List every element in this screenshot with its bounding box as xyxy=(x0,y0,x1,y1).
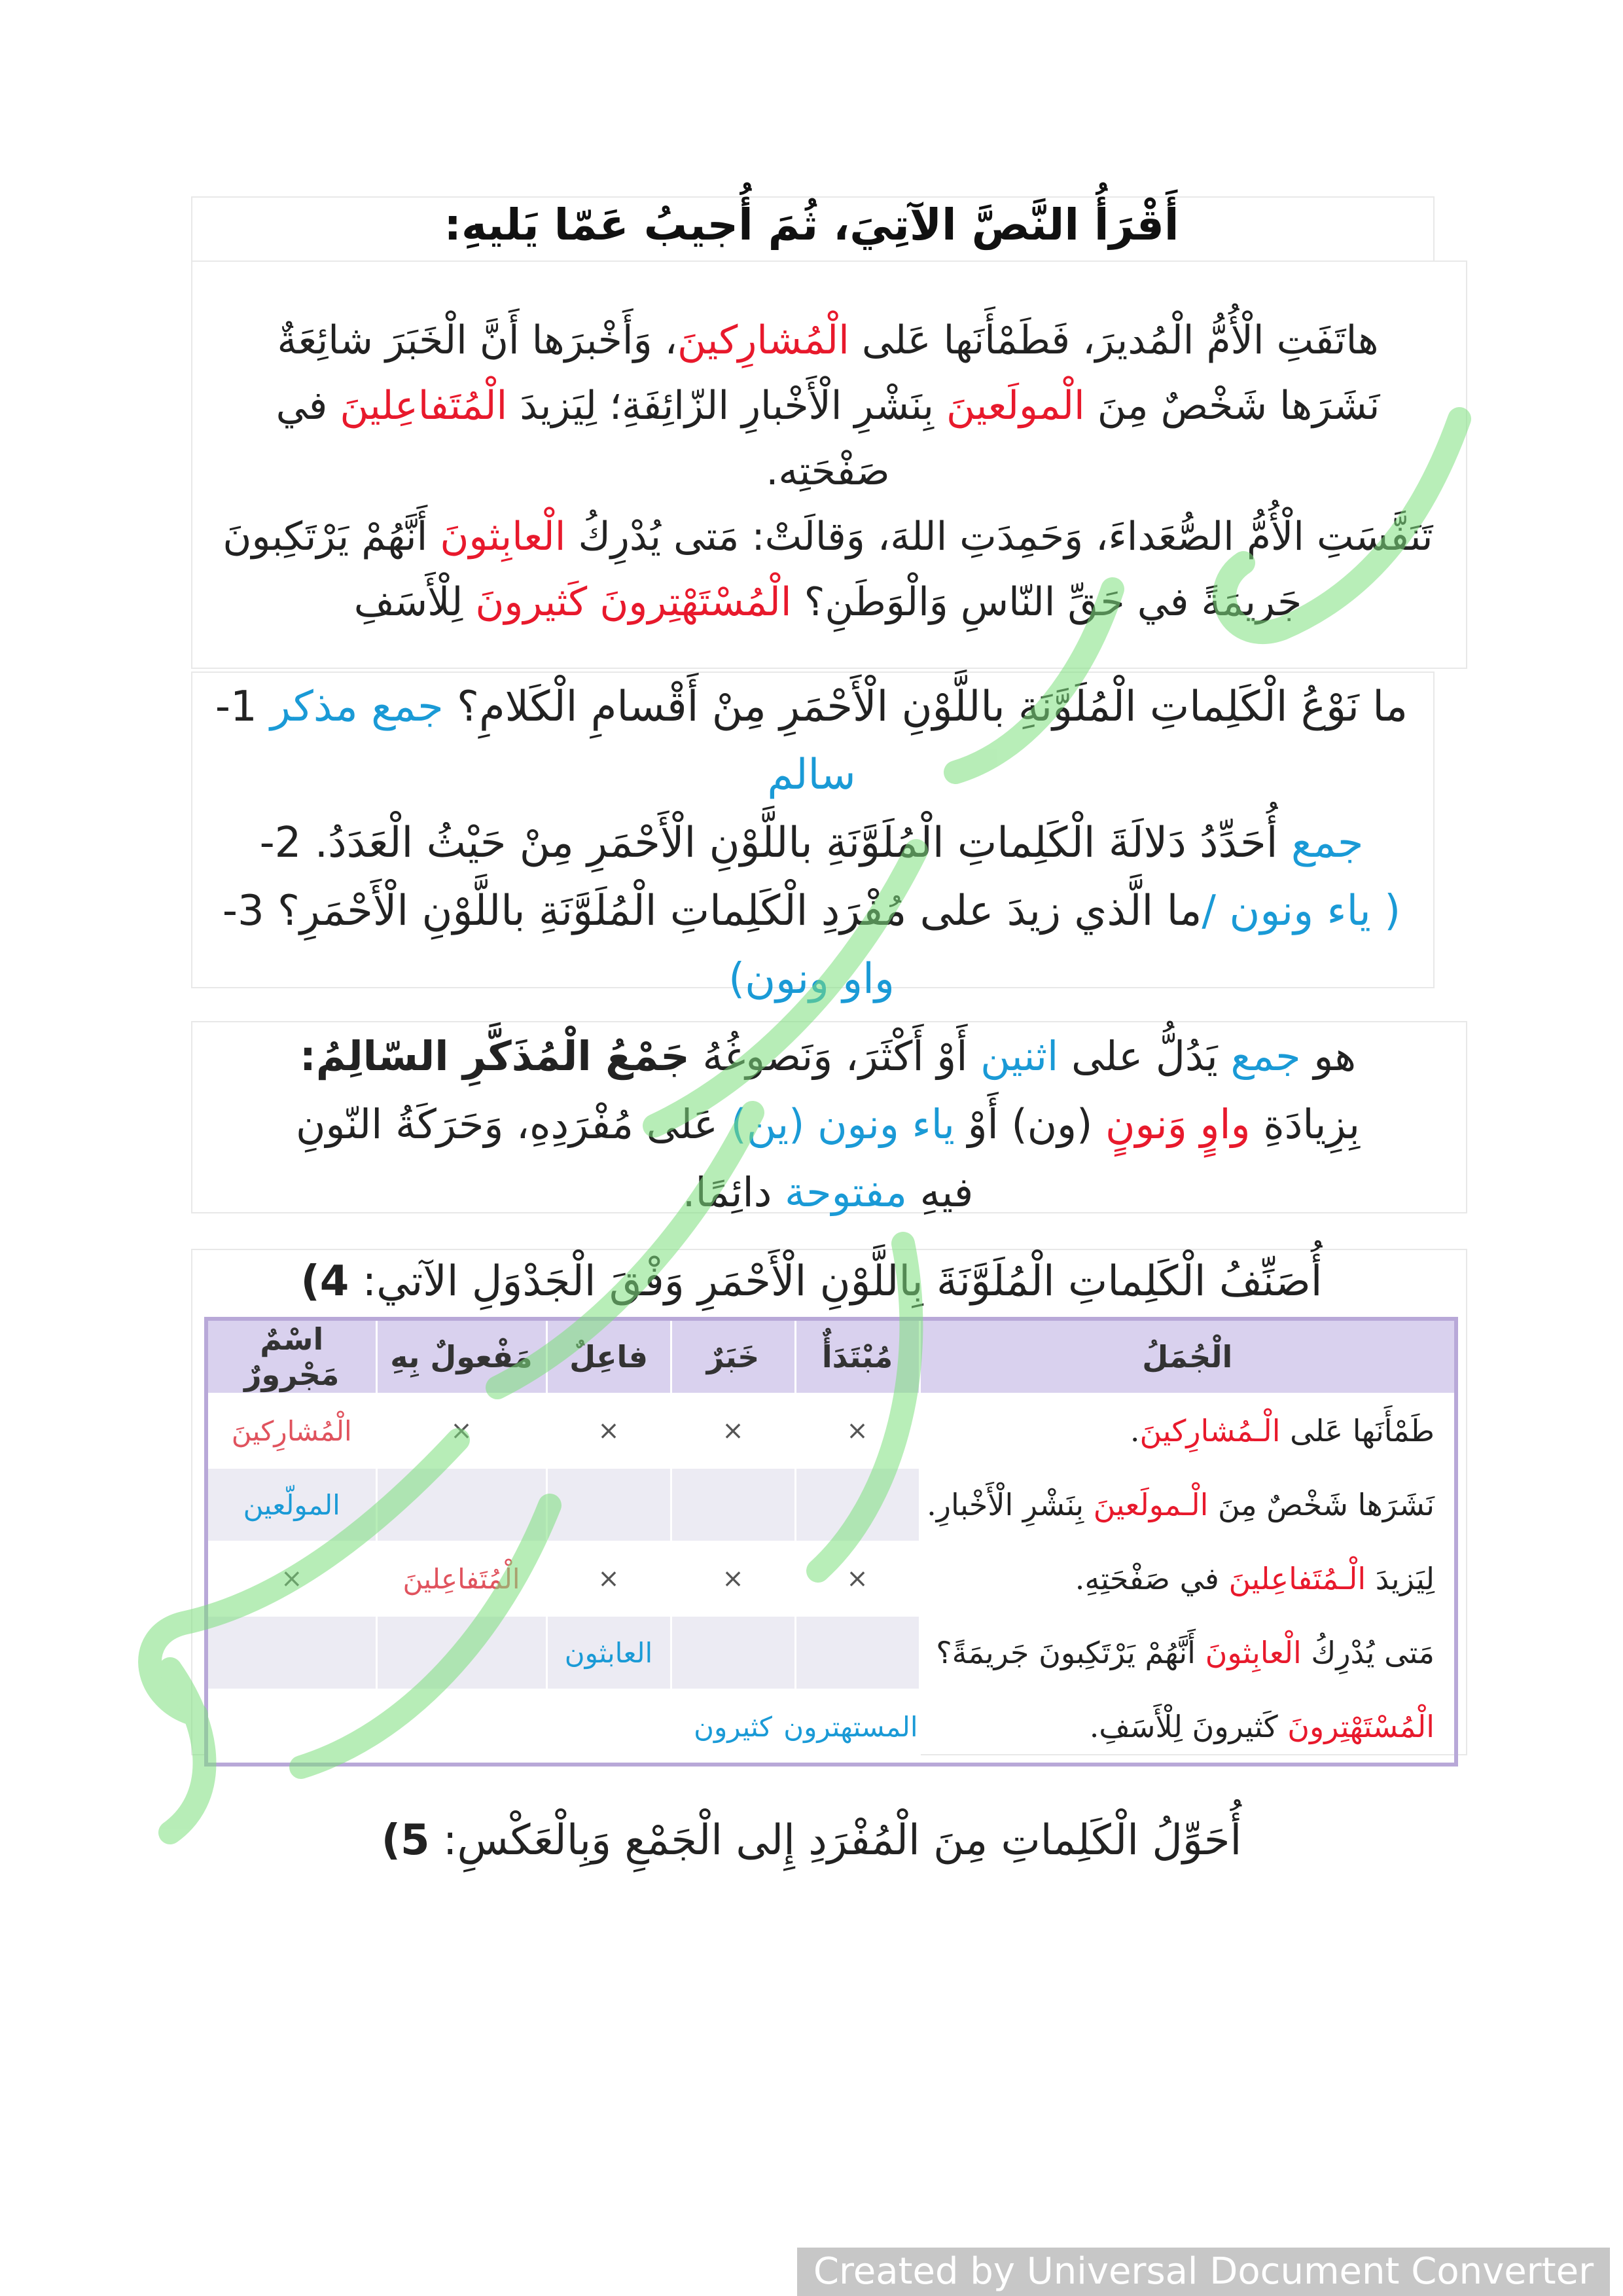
answer-1: جمع مذكر xyxy=(270,683,457,731)
question-3: ( ياء ونون /ما الَّذي زيدَ على مُفْرَدِ الْكَلِماتِ الْمُلَوَّنَةِ باللَّوْنِ الْأَحْمَرِ؟ 3- xyxy=(222,887,1401,935)
table-cell xyxy=(376,1616,546,1690)
table-cell: × xyxy=(206,1542,376,1616)
rule-term: جَمْعُ الْمُذَكَّرِ السّالِمُ: xyxy=(299,1032,690,1080)
table-row xyxy=(206,1468,1456,1542)
sentence-cell: الْمُسْتَهْتِرونَ كَثيرونَ لِلْأَسَفِ. xyxy=(919,1690,1456,1765)
passage-line-2: نَشَرَها شَخْصٌ مِنَ الْمولَعينَ بِنَشْرِ الْأَخْبارِ الزّائِفَةِ؛ لِيَزيدَ الْمُتَفاعِلينَ في xyxy=(276,383,1380,429)
passage-line-1: هاتَفَتِ الْأُمُّ الْمُديرَ، فَطَمْأَنَها عَلى الْمُشارِكينَ، وَأَخْبرَها أَنَّ الْخَبَرَ شائِعَةٌ xyxy=(277,317,1379,363)
table-cell xyxy=(206,1616,376,1690)
table-cell xyxy=(671,1468,795,1542)
answer-2: جمع xyxy=(1291,819,1364,867)
table-cell: المستهترون xyxy=(795,1690,919,1765)
header-fael: فاعِلٌ xyxy=(546,1319,671,1394)
table-cell: الْمُشارِكينَ xyxy=(206,1394,376,1468)
table-cell: × xyxy=(795,1542,919,1616)
table-cell: المولّعين xyxy=(206,1468,376,1542)
page-title: أَقْرَأُ النَّصَّ الآتِيَ، ثُمَ أُجيبُ عَمّا يَليهِ: xyxy=(444,200,1179,250)
table-cell: كثيرون xyxy=(671,1690,795,1765)
table-cell: الْمُتَفاعِلينَ xyxy=(376,1542,546,1616)
header-majroor: اسْمٌ مَجْرورٌ xyxy=(206,1319,376,1394)
header-khabar: خَبَرٌ xyxy=(671,1319,795,1394)
table-cell: × xyxy=(671,1394,795,1468)
answer-3-cont: واو ونون) xyxy=(728,955,895,1003)
passage-line-3: صَفْحَتِه. xyxy=(766,448,890,494)
header-sentences: الْجُمَلُ xyxy=(919,1319,1456,1394)
header-mafool: مَفْعولٌ بِهِ xyxy=(376,1319,546,1394)
table-cell: العابثون xyxy=(546,1616,671,1690)
table-cell xyxy=(376,1468,546,1542)
table-cell: × xyxy=(795,1394,919,1468)
header-mubtada: مُبْتَدَأٌ xyxy=(795,1319,919,1394)
passage-line-5: جَريمَةً في حَقِّ النّاسِ وَالْوَطَنِ؟ الْمُسْتَهْتِرونَ كَثيرونَ لِلْأَسَفِ xyxy=(353,579,1302,625)
rule-definition xyxy=(196,1022,1459,1227)
question-5: أُحَوِّلُ الْكَلِماتِ مِنَ الْمُفْرَدِ إِلى الْجَمْعِ وَبِالْعَكْسِ: 5) xyxy=(381,1816,1242,1865)
table-cell: × xyxy=(546,1542,671,1616)
table-cell: × xyxy=(671,1542,795,1616)
table-cell: × xyxy=(376,1394,546,1468)
table-cell xyxy=(795,1616,919,1690)
questions xyxy=(196,673,1427,1013)
passage xyxy=(196,308,1459,635)
table-row xyxy=(206,1394,1456,1468)
rule-line-2: بِزِيادَةِ واوٍ وَنونٍ (ون) أَوْ ياء ونون (ين) عَلى مُفْرَدِهِ، وَحَرَكَةُ النّونِ xyxy=(295,1100,1360,1148)
table-row xyxy=(206,1542,1456,1616)
classification-table xyxy=(204,1317,1458,1767)
table-cell xyxy=(206,1690,376,1765)
sentence-cell: طَمْأَنَها عَلى الْـمُشارِكينَ. xyxy=(919,1394,1456,1468)
sentence-cell: نَشَرَها شَخْصٌ مِنَ الْـمولَعينَ بِنَشْرِ الْأَخْبارِ. xyxy=(919,1468,1456,1542)
table-row xyxy=(206,1616,1456,1690)
footer-watermark: Created by Universal Document Converter xyxy=(797,2248,1610,2296)
question-1: ما نَوْعُ الْكَلِماتِ الْمُلَوَّنَةِ باللَّوْنِ الْأَحْمَرِ مِنْ أَقْسامِ الْكَلامِ؟ جمع مذكر 1- xyxy=(215,683,1408,731)
sentence-cell: مَتى يُدْرِكُ الْعابِثونَ أَنَّهُمْ يَرْتَكِبونَ جَريمَةً؟ xyxy=(919,1616,1456,1690)
table-row xyxy=(206,1690,1456,1765)
table-cell xyxy=(546,1690,671,1765)
rule-line-3: فيهِ مفتوحة دائِمًا. xyxy=(682,1168,974,1216)
table-cell xyxy=(376,1690,546,1765)
answer-3: ( ياء ونون / xyxy=(1202,887,1401,935)
table-cell xyxy=(795,1468,919,1542)
question-2: جمع أُحَدِّدُ دَلالَةَ الْكَلِماتِ الْمُلَوَّنَةِ باللَّوْنِ الْأَحْمَرِ مِنْ حَيْثُ الْعَدَدُ. 2- xyxy=(259,819,1364,867)
table-cell xyxy=(546,1468,671,1542)
answer-1-cont: سالم xyxy=(767,751,856,799)
rule-line-1: هو جمع يَدُلُّ على اثنين أَوْ أَكْثَرَ، وَنَصوغُهُ جَمْعُ الْمُذَكَّرِ السّالِمُ: xyxy=(299,1032,1357,1080)
sentence-cell: لِيَزيدَ الْـمُتَفاعِلينَ في صَفْحَتِهِ. xyxy=(919,1542,1456,1616)
table-cell: × xyxy=(546,1394,671,1468)
table-header-row xyxy=(206,1319,1456,1394)
passage-line-4: تَنَفَّسَتِ الْأُمُّ الصُّعَداءَ، وَحَمِدَتِ اللهَ، وَقالَتْ: مَتى يُدْرِكُ الْعابِثونَ أَنَّهُمْ يَرْتَكِبونَ xyxy=(223,514,1433,560)
question-4: أُصَنِّفُ الْكَلِماتِ الْمُلَوَّنَةَ بِاللَّوْنِ الْأَحْمَرِ وَفْقَ الْجَدْوَلِ الآتي: 4) xyxy=(300,1257,1323,1306)
table-cell xyxy=(671,1616,795,1690)
